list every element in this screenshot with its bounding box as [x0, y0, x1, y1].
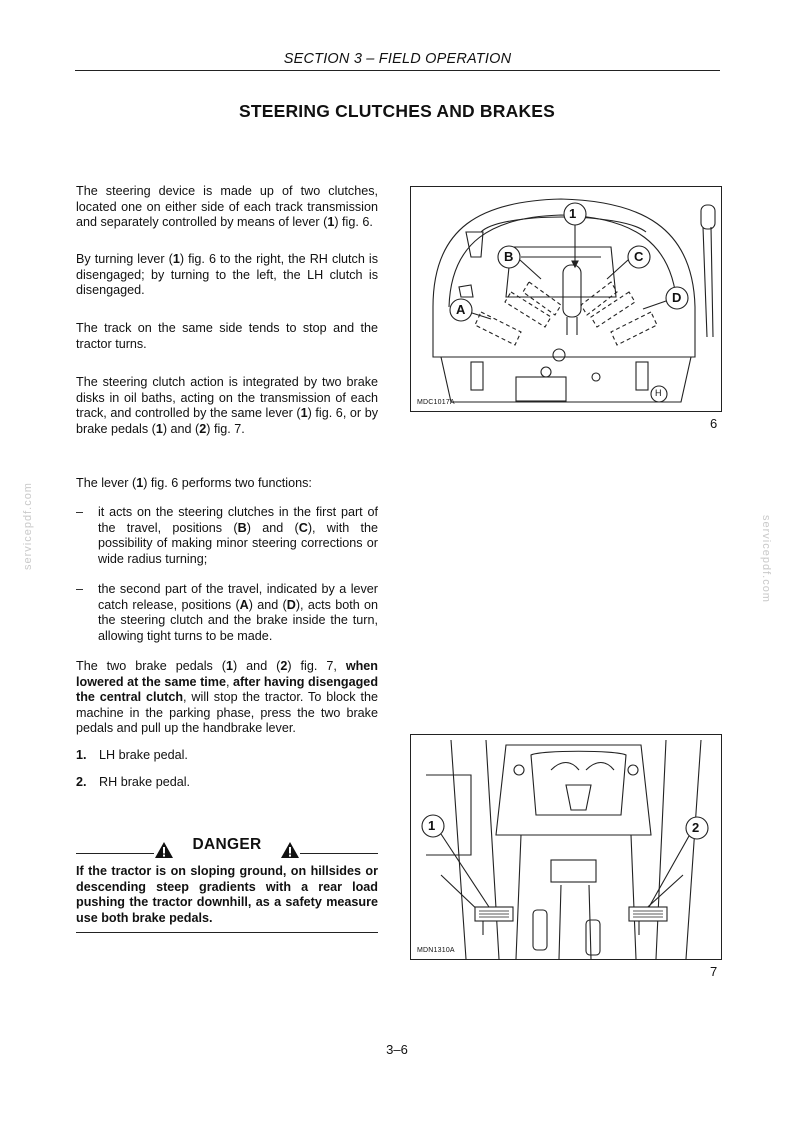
- list-item: 1. LH brake pedal.: [76, 748, 188, 762]
- callout-1: 1: [428, 818, 436, 833]
- watermark-right: servicepdf.com: [760, 515, 772, 603]
- figure-7: [410, 734, 722, 960]
- figure-6: [410, 186, 722, 412]
- dash-item-2: – the second part of the travel, indicated by a lever catch release, positions (A) and (D), acts both on the steering clutch and the brake inside the turn, allowing tight turns to be made.: [76, 582, 378, 643]
- callout-d: D: [672, 290, 682, 305]
- brake-pedals-illustration: [411, 735, 721, 959]
- callout-1: 1: [569, 206, 577, 221]
- callout-h: H: [655, 388, 662, 398]
- paragraph-5: The lever (1) fig. 6 performs two functions:: [76, 476, 312, 490]
- paragraph-2: By turning lever (1) fig. 6 to the right, the RH clutch is disengaged; by turning to the left, the LH clutch is disengaged.: [76, 252, 378, 298]
- figure-number: 6: [710, 416, 718, 431]
- danger-label: DANGER: [192, 836, 262, 853]
- callout-b: B: [504, 249, 514, 264]
- danger-text: If the tractor is on sloping ground, on hillsides or descending steep gradients with a rear load pushing the tractor downhill, as a safety measure use both brake pedals.: [76, 864, 378, 933]
- paragraph-3: The track on the same side tends to stop and the tractor turns.: [76, 321, 378, 351]
- figure-code: MDC1017A: [417, 399, 455, 406]
- page-number: 3–6: [386, 1042, 408, 1057]
- section-title: SECTION 3 – FIELD OPERATION: [283, 51, 512, 67]
- callout-c: C: [634, 249, 644, 264]
- paragraph-6: The two brake pedals (1) and (2) fig. 7, when lowered at the same time, after having disengaged the central clutch, will stop the tractor. To block the machine in the parking phase, press the two brake pedals and pull up the handbrake lever.: [76, 659, 379, 736]
- danger-heading: [76, 836, 378, 862]
- list-item: 2. RH brake pedal.: [76, 775, 191, 789]
- callout-2: 2: [692, 820, 700, 835]
- callout-a: A: [456, 302, 466, 317]
- paragraph-1: The steering device is made up of two clutches, located one on either side of each track transmission and separately controlled by means of lever (1) fig. 6.: [76, 184, 378, 230]
- warning-icon: [280, 841, 300, 859]
- paragraph-4: The steering clutch action is integrated by two brake disks in oil baths, acting on the transmission of each track, and controlled by the same lever (1) fig. 6, or by brake pedals (1) and (2) fig. 7.: [76, 375, 378, 436]
- section-header: [75, 50, 720, 71]
- page-title: STEERING CLUTCHES AND BRAKES: [238, 101, 556, 121]
- watermark-left: servicepdf.com: [22, 482, 34, 570]
- figure-number: 7: [710, 964, 718, 979]
- dash-item-1: – it acts on the steering clutches in the first part of the travel, positions (B) and (C), with the possibility of making minor steering corrections or wide radius turning;: [76, 505, 378, 566]
- figure-code: MDN1310A: [417, 947, 455, 954]
